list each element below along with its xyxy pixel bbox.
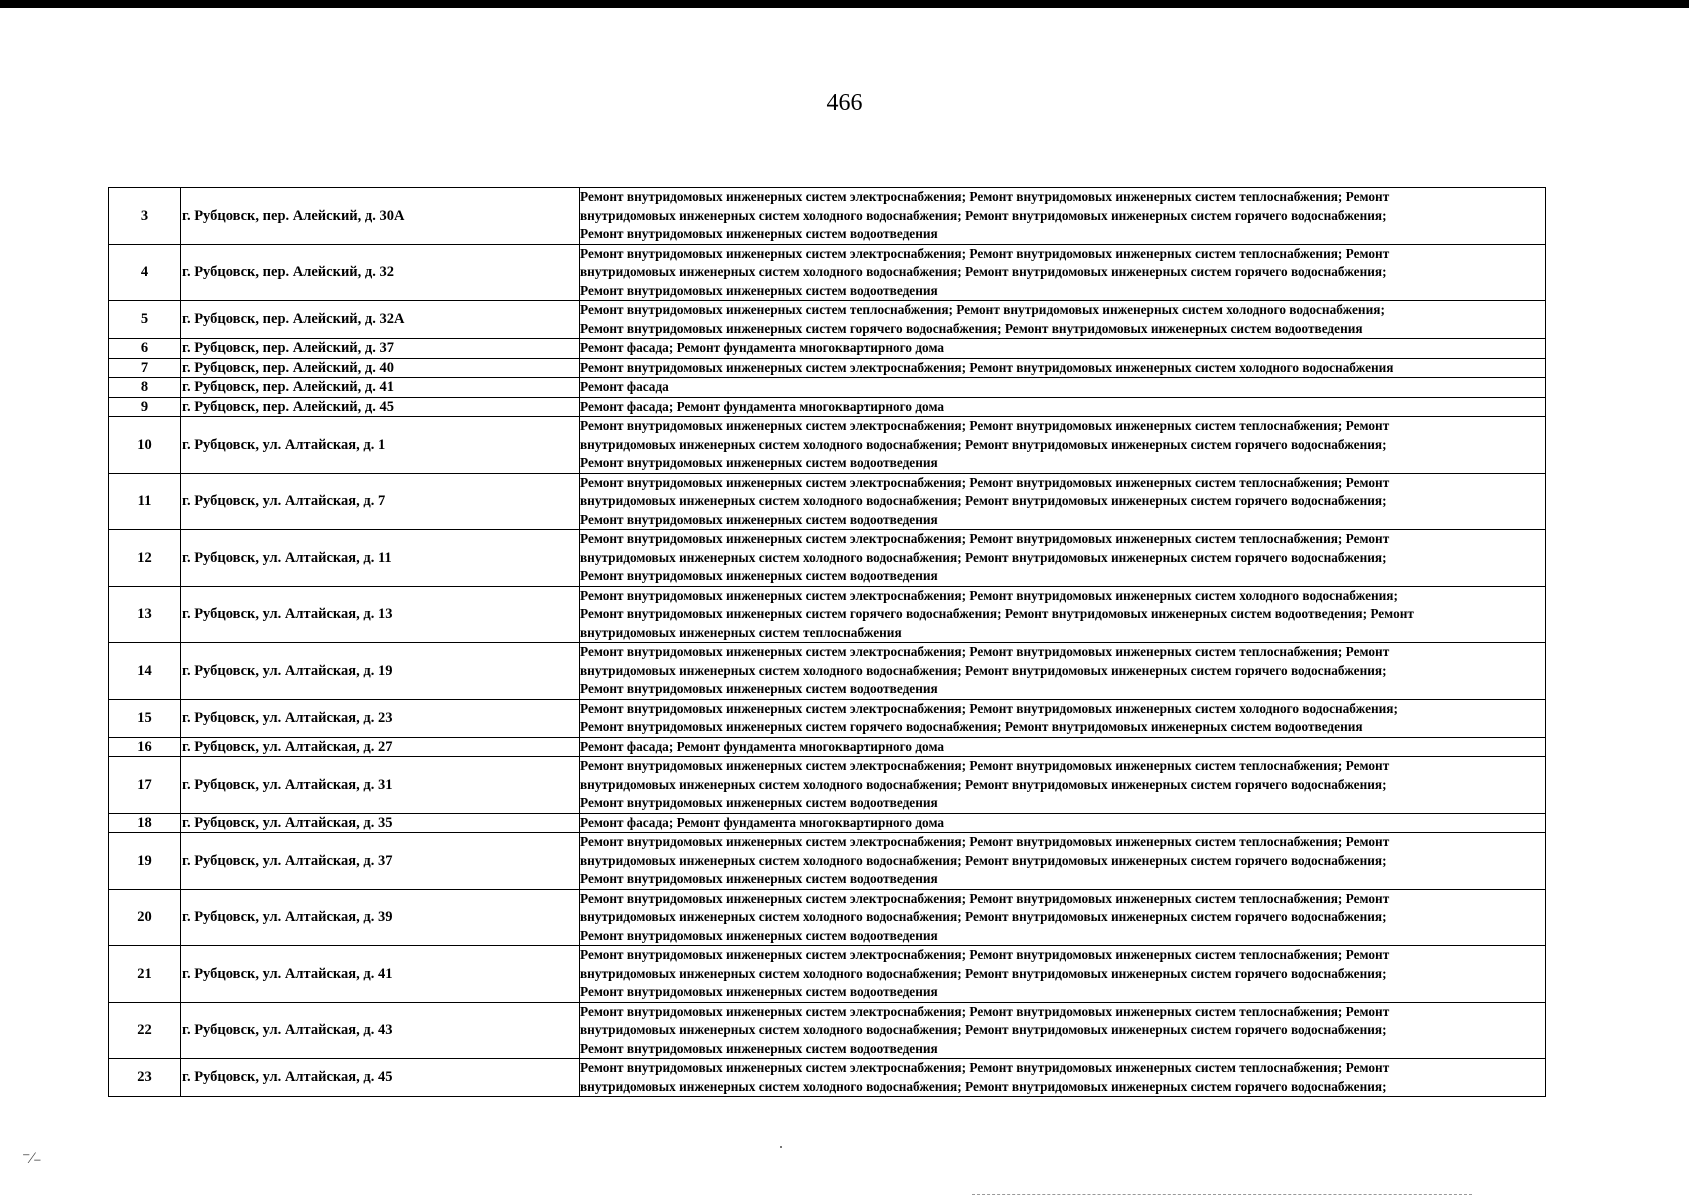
works-line: Ремонт внутридомовых инженерных систем электроснабжения; Ремонт внутридомовых инженерных систем теплоснабжения; Ремонт xyxy=(580,1003,1390,1019)
row-number: 3 xyxy=(109,188,181,245)
row-address: г. Рубцовск, ул. Алтайская, д. 43 xyxy=(181,1002,580,1059)
works-line: Ремонт внутридомовых инженерных систем электроснабжения; Ремонт внутридомовых инженерных систем теплоснабжения; Ремонт xyxy=(580,644,1390,659)
row-number: 10 xyxy=(109,417,181,474)
row-number: 14 xyxy=(109,643,181,700)
row-works xyxy=(580,397,1546,417)
row-address: г. Рубцовск, ул. Алтайская, д. 23 xyxy=(181,699,580,737)
works-line: Ремонт внутридомовых инженерных систем горячего водоснабжения; Ремонт внутридомовых инженерных систем водоотведения xyxy=(580,320,1363,336)
row-address: г. Рубцовск, ул. Алтайская, д. 11 xyxy=(181,530,580,587)
row-number: 5 xyxy=(109,301,181,339)
works-line: Ремонт внутридомовых инженерных систем электроснабжения; Ремонт внутридомовых инженерных систем теплоснабжения; Ремонт xyxy=(580,245,1390,261)
works-line: Ремонт фасада; Ремонт фундамента многоквартирного дома xyxy=(580,340,945,355)
table-row xyxy=(109,378,1546,398)
scan-top-border xyxy=(0,0,1689,8)
works-line: Ремонт внутридомовых инженерных систем электроснабжения; Ремонт внутридомовых инженерных систем теплоснабжения; Ремонт xyxy=(580,531,1390,546)
table-row xyxy=(109,586,1546,643)
table-row xyxy=(109,244,1546,301)
table-row xyxy=(109,946,1546,1003)
row-number: 18 xyxy=(109,813,181,833)
works-line: Ремонт внутридомовых инженерных систем водоотведения xyxy=(580,226,938,241)
row-address: г. Рубцовск, ул. Алтайская, д. 19 xyxy=(181,643,580,700)
works-line: Ремонт внутридомовых инженерных систем водоотведения xyxy=(580,871,938,886)
row-works xyxy=(580,339,1546,359)
row-address: г. Рубцовск, ул. Алтайская, д. 7 xyxy=(181,473,580,530)
row-address: г. Рубцовск, пер. Алейский, д. 41 xyxy=(181,378,580,398)
row-address: г. Рубцовск, ул. Алтайская, д. 27 xyxy=(181,737,580,757)
table-row xyxy=(109,1059,1546,1097)
row-number: 20 xyxy=(109,889,181,946)
works-line: внутридомовых инженерных систем теплоснабжения xyxy=(580,624,902,640)
table-row xyxy=(109,889,1546,946)
row-works xyxy=(580,833,1546,890)
row-works xyxy=(580,188,1546,245)
table-body xyxy=(109,188,1546,1097)
row-number: 8 xyxy=(109,378,181,398)
works-line: Ремонт фасада xyxy=(580,379,669,394)
row-works xyxy=(580,473,1546,530)
row-works xyxy=(580,378,1546,398)
row-works xyxy=(580,1059,1546,1097)
row-address: г. Рубцовск, пер. Алейский, д. 40 xyxy=(181,358,580,378)
works-line: внутридомовых инженерных систем холодного водоснабжения; Ремонт внутридомовых инженерных систем горячего водоснабжения; xyxy=(580,493,1387,508)
row-address: г. Рубцовск, ул. Алтайская, д. 41 xyxy=(181,946,580,1003)
works-line: внутридомовых инженерных систем холодного водоснабжения; Ремонт внутридомовых инженерных систем горячего водоснабжения; xyxy=(580,909,1387,924)
works-line: Ремонт внутридомовых инженерных систем водоотведения xyxy=(580,984,938,999)
row-address: г. Рубцовск, пер. Алейский, д. 45 xyxy=(181,397,580,417)
row-number: 17 xyxy=(109,757,181,814)
works-line: Ремонт внутридомовых инженерных систем электроснабжения; Ремонт внутридомовых инженерных систем холодного водоснабжения; xyxy=(580,587,1398,603)
works-line: Ремонт внутридомовых инженерных систем электроснабжения; Ремонт внутридомовых инженерных систем теплоснабжения; Ремонт xyxy=(580,834,1390,849)
row-works xyxy=(580,757,1546,814)
works-line: Ремонт внутридомовых инженерных систем водоотведения xyxy=(580,455,938,470)
row-number: 11 xyxy=(109,473,181,530)
works-line: Ремонт внутридомовых инженерных систем водоотведения xyxy=(580,795,938,810)
table-row xyxy=(109,737,1546,757)
row-works xyxy=(580,643,1546,700)
row-works xyxy=(580,1002,1546,1059)
row-number: 21 xyxy=(109,946,181,1003)
table-row xyxy=(109,699,1546,737)
row-address: г. Рубцовск, пер. Алейский, д. 37 xyxy=(181,339,580,359)
works-line: внутридомовых инженерных систем холодного водоснабжения; Ремонт внутридомовых инженерных систем горячего водоснабжения; xyxy=(580,662,1387,678)
row-works xyxy=(580,358,1546,378)
row-address: г. Рубцовск, ул. Алтайская, д. 39 xyxy=(181,889,580,946)
works-line: Ремонт внутридомовых инженерных систем теплоснабжения; Ремонт внутридомовых инженерных систем холодного водоснабжения; xyxy=(580,302,1385,317)
row-number: 22 xyxy=(109,1002,181,1059)
row-number: 12 xyxy=(109,530,181,587)
works-line: внутридомовых инженерных систем холодного водоснабжения; Ремонт внутридомовых инженерных систем горячего водоснабжения; xyxy=(580,264,1387,279)
scan-artifact-dash xyxy=(972,1194,1472,1195)
row-address: г. Рубцовск, ул. Алтайская, д. 37 xyxy=(181,833,580,890)
works-line: внутридомовых инженерных систем холодного водоснабжения; Ремонт внутридомовых инженерных систем горячего водоснабжения; xyxy=(580,549,1387,565)
works-line: внутридомовых инженерных систем холодного водоснабжения; Ремонт внутридомовых инженерных систем горячего водоснабжения; xyxy=(580,1022,1387,1037)
works-line: Ремонт внутридомовых инженерных систем электроснабжения; Ремонт внутридомовых инженерных систем теплоснабжения; Ремонт xyxy=(580,947,1390,962)
table-row xyxy=(109,397,1546,417)
scan-artifact-dot xyxy=(780,1146,782,1148)
works-line: Ремонт внутридомовых инженерных систем водоотведения xyxy=(580,511,938,527)
scan-artifact-mark: ⁻⁄₋ xyxy=(22,1150,42,1167)
table-row xyxy=(109,1002,1546,1059)
works-line: Ремонт внутридомовых инженерных систем электроснабжения; Ремонт внутридомовых инженерных систем теплоснабжения; Ремонт xyxy=(580,758,1390,773)
row-number: 4 xyxy=(109,244,181,301)
table-row xyxy=(109,813,1546,833)
row-address: г. Рубцовск, пер. Алейский, д. 32 xyxy=(181,244,580,301)
works-line: внутридомовых инженерных систем холодного водоснабжения; Ремонт внутридомовых инженерных систем горячего водоснабжения; xyxy=(580,776,1387,792)
works-line: Ремонт фасада; Ремонт фундамента многоквартирного дома xyxy=(580,738,945,754)
works-line: Ремонт внутридомовых инженерных систем горячего водоснабжения; Ремонт внутридомовых инженерных систем водоотведения xyxy=(580,719,1363,734)
row-works xyxy=(580,417,1546,474)
table-row xyxy=(109,188,1546,245)
table-row xyxy=(109,530,1546,587)
row-number: 16 xyxy=(109,737,181,757)
table-row xyxy=(109,473,1546,530)
works-line: внутридомовых инженерных систем холодного водоснабжения; Ремонт внутридомовых инженерных систем горячего водоснабжения; xyxy=(580,1078,1387,1094)
works-line: Ремонт внутридомовых инженерных систем водоотведения xyxy=(580,282,938,298)
table-row xyxy=(109,757,1546,814)
works-line: Ремонт внутридомовых инженерных систем электроснабжения; Ремонт внутридомовых инженерных систем холодного водоснабжения xyxy=(580,359,1394,375)
works-line: Ремонт внутридомовых инженерных систем электроснабжения; Ремонт внутридомовых инженерных систем теплоснабжения; Ремонт xyxy=(580,1060,1390,1075)
row-works xyxy=(580,737,1546,757)
row-number: 6 xyxy=(109,339,181,359)
works-line: Ремонт внутридомовых инженерных систем водоотведения xyxy=(580,1040,938,1056)
works-line: Ремонт внутридомовых инженерных систем водоотведения xyxy=(580,568,938,583)
table-row xyxy=(109,339,1546,359)
works-line: Ремонт внутридомовых инженерных систем электроснабжения; Ремонт внутридомовых инженерных систем теплоснабжения; Ремонт xyxy=(580,474,1390,490)
row-number: 7 xyxy=(109,358,181,378)
works-line: Ремонт внутридомовых инженерных систем водоотведения xyxy=(580,927,938,943)
table-row xyxy=(109,833,1546,890)
row-works xyxy=(580,813,1546,833)
row-works xyxy=(580,244,1546,301)
works-line: внутридомовых инженерных систем холодного водоснабжения; Ремонт внутридомовых инженерных систем горячего водоснабжения; xyxy=(580,207,1387,223)
page-number: 466 xyxy=(826,90,863,116)
row-number: 23 xyxy=(109,1059,181,1097)
row-works xyxy=(580,699,1546,737)
works-line: Ремонт фасада; Ремонт фундамента многоквартирного дома xyxy=(580,814,945,830)
works-line: Ремонт внутридомовых инженерных систем электроснабжения; Ремонт внутридомовых инженерных систем холодного водоснабжения; xyxy=(580,700,1398,716)
works-line: Ремонт внутридомовых инженерных систем горячего водоснабжения; Ремонт внутридомовых инженерных систем водоотведения; Ремонт xyxy=(580,606,1414,621)
row-number: 15 xyxy=(109,699,181,737)
row-works xyxy=(580,586,1546,643)
works-line: внутридомовых инженерных систем холодного водоснабжения; Ремонт внутридомовых инженерных систем горячего водоснабжения; xyxy=(580,436,1387,452)
table-row xyxy=(109,301,1546,339)
row-address: г. Рубцовск, ул. Алтайская, д. 13 xyxy=(181,586,580,643)
works-line: внутридомовых инженерных систем холодного водоснабжения; Ремонт внутридомовых инженерных систем горячего водоснабжения; xyxy=(580,965,1387,981)
row-address: г. Рубцовск, ул. Алтайская, д. 1 xyxy=(181,417,580,474)
works-line: Ремонт внутридомовых инженерных систем электроснабжения; Ремонт внутридомовых инженерных систем теплоснабжения; Ремонт xyxy=(580,418,1390,433)
row-number: 9 xyxy=(109,397,181,417)
works-line: внутридомовых инженерных систем холодного водоснабжения; Ремонт внутридомовых инженерных систем горячего водоснабжения; xyxy=(580,852,1387,868)
row-works xyxy=(580,530,1546,587)
row-address: г. Рубцовск, пер. Алейский, д. 32А xyxy=(181,301,580,339)
row-works xyxy=(580,301,1546,339)
table-row xyxy=(109,417,1546,474)
row-address: г. Рубцовск, ул. Алтайская, д. 31 xyxy=(181,757,580,814)
row-address: г. Рубцовск, пер. Алейский, д. 30А xyxy=(181,188,580,245)
row-works xyxy=(580,889,1546,946)
table-row xyxy=(109,643,1546,700)
row-number: 19 xyxy=(109,833,181,890)
works-line: Ремонт внутридомовых инженерных систем электроснабжения; Ремонт внутридомовых инженерных систем теплоснабжения; Ремонт xyxy=(580,189,1390,204)
row-number: 13 xyxy=(109,586,181,643)
repair-works-table xyxy=(108,187,1546,1097)
row-address: г. Рубцовск, ул. Алтайская, д. 35 xyxy=(181,813,580,833)
works-line: Ремонт внутридомовых инженерных систем водоотведения xyxy=(580,681,938,696)
works-line: Ремонт фасада; Ремонт фундамента многоквартирного дома xyxy=(580,398,945,414)
works-line: Ремонт внутридомовых инженерных систем электроснабжения; Ремонт внутридомовых инженерных систем теплоснабжения; Ремонт xyxy=(580,890,1390,906)
table-row xyxy=(109,358,1546,378)
row-works xyxy=(580,946,1546,1003)
row-address: г. Рубцовск, ул. Алтайская, д. 45 xyxy=(181,1059,580,1097)
